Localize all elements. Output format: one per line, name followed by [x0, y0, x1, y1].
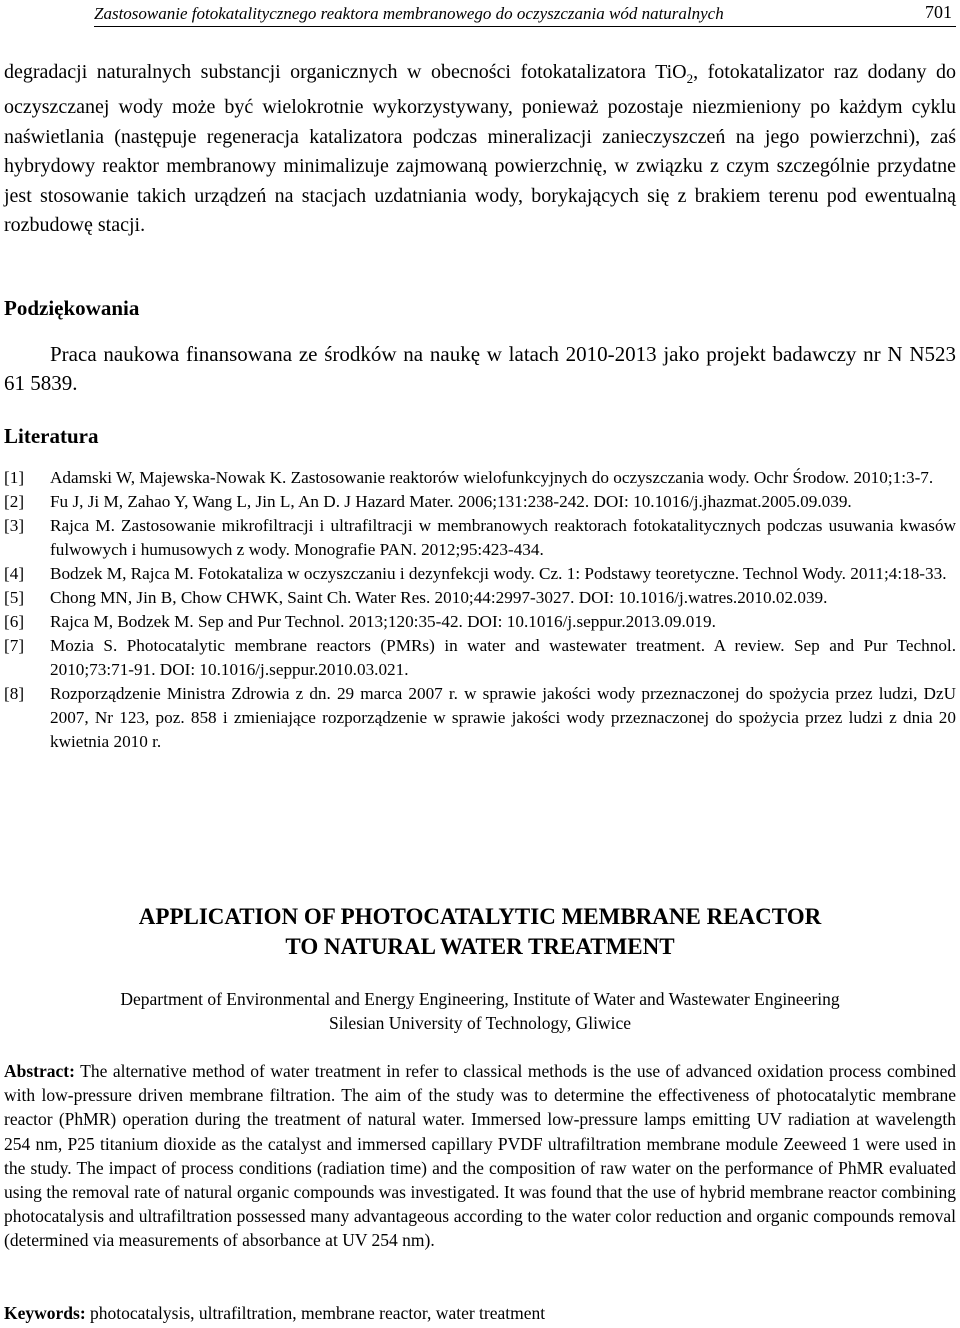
reference-text: Bodzek M, Rajca M. Fotokataliza w oczyszczaniu i dezynfekcji wody. Cz. 1: Podstawy teoretyczne. Technol Wody. 2011;4:18-33.: [50, 564, 947, 583]
reference-number: [8]: [4, 684, 25, 703]
english-title: [0, 902, 960, 962]
reference-item: [4, 466, 956, 490]
reference-text: Fu J, Ji M, Zahao Y, Wang L, Jin L, An D. J Hazard Mater. 2006;131:238-242. DOI: 10.1016/j.jhazmat.2005.09.039.: [50, 492, 852, 511]
reference-number: [2]: [4, 492, 25, 511]
reference-item: [4, 634, 956, 682]
affiliation-line: Silesian University of Technology, Gliwice: [328, 1013, 632, 1033]
continuation-text-end: , fotokatalizator raz dodany do oczyszczanej wody może być wielokrotnie wykorzystywany, ponieważ pozostaje niezmieniony po każdym cyklu naświetlania (następuje regeneracja katalizatora podczas mineralizacji zanieczyszczeń na jego powierzchni), zaś hybrydowy reaktor membranowy minimalizuje zajmowaną powierzchnię, w związku z czym szczególnie przydatne jest stosowanie takich urządzeń na stacjach uzdatniania wody, borykających się z brakiem terenu pod ewentualną rozbudowę stacji.: [4, 61, 956, 237]
abstract: [4, 1059, 956, 1253]
subscript: 2: [686, 71, 694, 86]
reference-item: [4, 490, 956, 514]
reference-text: Adamski W, Majewska-Nowak K. Zastosowanie reaktorów wielofunkcyjnych do oczyszczania wody. Ochr Środow. 2010;1:3-7.: [50, 468, 934, 487]
reference-item: [4, 562, 956, 586]
abstract-text: The alternative method of water treatment in refer to classical methods is the use of advanced oxidation process combined with low-pressure driven membrane filtration. The aim of the study was to determine the effectiveness of photocatalytic membrane reactor (PhMR) operation during the treatment of natural water. Immersed low-pressure lamps emitting UV radiation at wavelength 254 nm, P25 titanium dioxide as the catalyst and immersed capillary PVDF ultrafiltration membrane module Zeeweed 1 were used in the study. The impact of process conditions (radiation time) and the composition of raw water on the performance of PhMR evaluated using the removal rate of natural organic compounds was investigated. It was found that the use of hybrid membrane reactor combining photocatalysis and ultrafiltration possessed many advantageous according to the water color reduction and organic compounds removal (determined via measurements of absorbance at UV 254 nm).: [4, 1061, 956, 1251]
running-head: [94, 0, 956, 27]
reference-number: [7]: [4, 636, 25, 655]
affiliation: [0, 987, 960, 1035]
reference-item: [4, 610, 956, 634]
keywords-label: Keywords:: [4, 1303, 86, 1323]
keywords-text: photocatalysis, ultrafiltration, membrane reactor, water treatment: [85, 1303, 546, 1323]
reference-number: [4]: [4, 564, 25, 583]
reference-list: [4, 466, 956, 754]
affiliation-line: Department of Environmental and Energy Engineering, Institute of Water and Wastewater Engineering: [120, 989, 840, 1009]
reference-text: Rajca M, Bodzek M. Sep and Pur Technol. 2013;120:35-42. DOI: 10.1016/j.seppur.2013.09.019.: [50, 612, 716, 631]
reference-text: Rozporządzenie Ministra Zdrowia z dn. 29 marca 2007 r. w sprawie jakości wody przeznaczonej do spożycia przez ludzi, DzU 2007, Nr 123, poz. 858 i zmieniające rozporządzenie w sprawie jakości wody przeznaczonej do spożycia przez ludzi z dnia 20 kwietnia 2010 r.: [50, 684, 956, 751]
keywords: [4, 1301, 956, 1325]
reference-item: [4, 514, 956, 562]
page-number: 701: [925, 2, 952, 22]
literature-heading: Literatura: [4, 424, 99, 448]
english-title-line: APPLICATION OF PHOTOCATALYTIC MEMBRANE REACTOR: [138, 904, 822, 929]
continuation-text-start: degradacji naturalnych substancji organicznych w obecności fotokatalizatora TiO: [4, 61, 687, 83]
continuation-paragraph: [4, 58, 956, 240]
abstract-label: Abstract:: [4, 1061, 75, 1081]
acknowledgements-text: Praca naukowa finansowana ze środków na naukę w latach 2010-2013 jako projekt badawczy nr N N523 61 5839.: [4, 342, 956, 396]
english-title-line: TO NATURAL WATER TREATMENT: [285, 934, 675, 959]
running-head-title: Zastosowanie fotokatalitycznego reaktora membranowego do oczyszczania wód naturalnych: [94, 4, 724, 23]
reference-text: Rajca M. Zastosowanie mikrofiltracji i ultrafiltracji w membranowych reaktorach fotokatalitycznych podczas usuwania kwasów fulwowych i humusowych z wody. Monografie PAN. 2012;95:423-434.: [50, 516, 956, 559]
reference-number: [1]: [4, 468, 25, 487]
reference-number: [5]: [4, 588, 25, 607]
reference-item: [4, 586, 956, 610]
reference-number: [6]: [4, 612, 25, 631]
reference-text: Mozia S. Photocatalytic membrane reactors (PMRs) in water and wastewater treatment. A review. Sep and Pur Technol. 2010;73:71-91. DOI: 10.1016/j.seppur.2010.03.021.: [50, 636, 956, 679]
reference-text: Chong MN, Jin B, Chow CHWK, Saint Ch. Water Res. 2010;44:2997-3027. DOI: 10.1016/j.watres.2010.02.039.: [50, 588, 828, 607]
reference-item: [4, 682, 956, 754]
acknowledgements-heading: Podziękowania: [4, 296, 140, 320]
reference-number: [3]: [4, 516, 25, 535]
